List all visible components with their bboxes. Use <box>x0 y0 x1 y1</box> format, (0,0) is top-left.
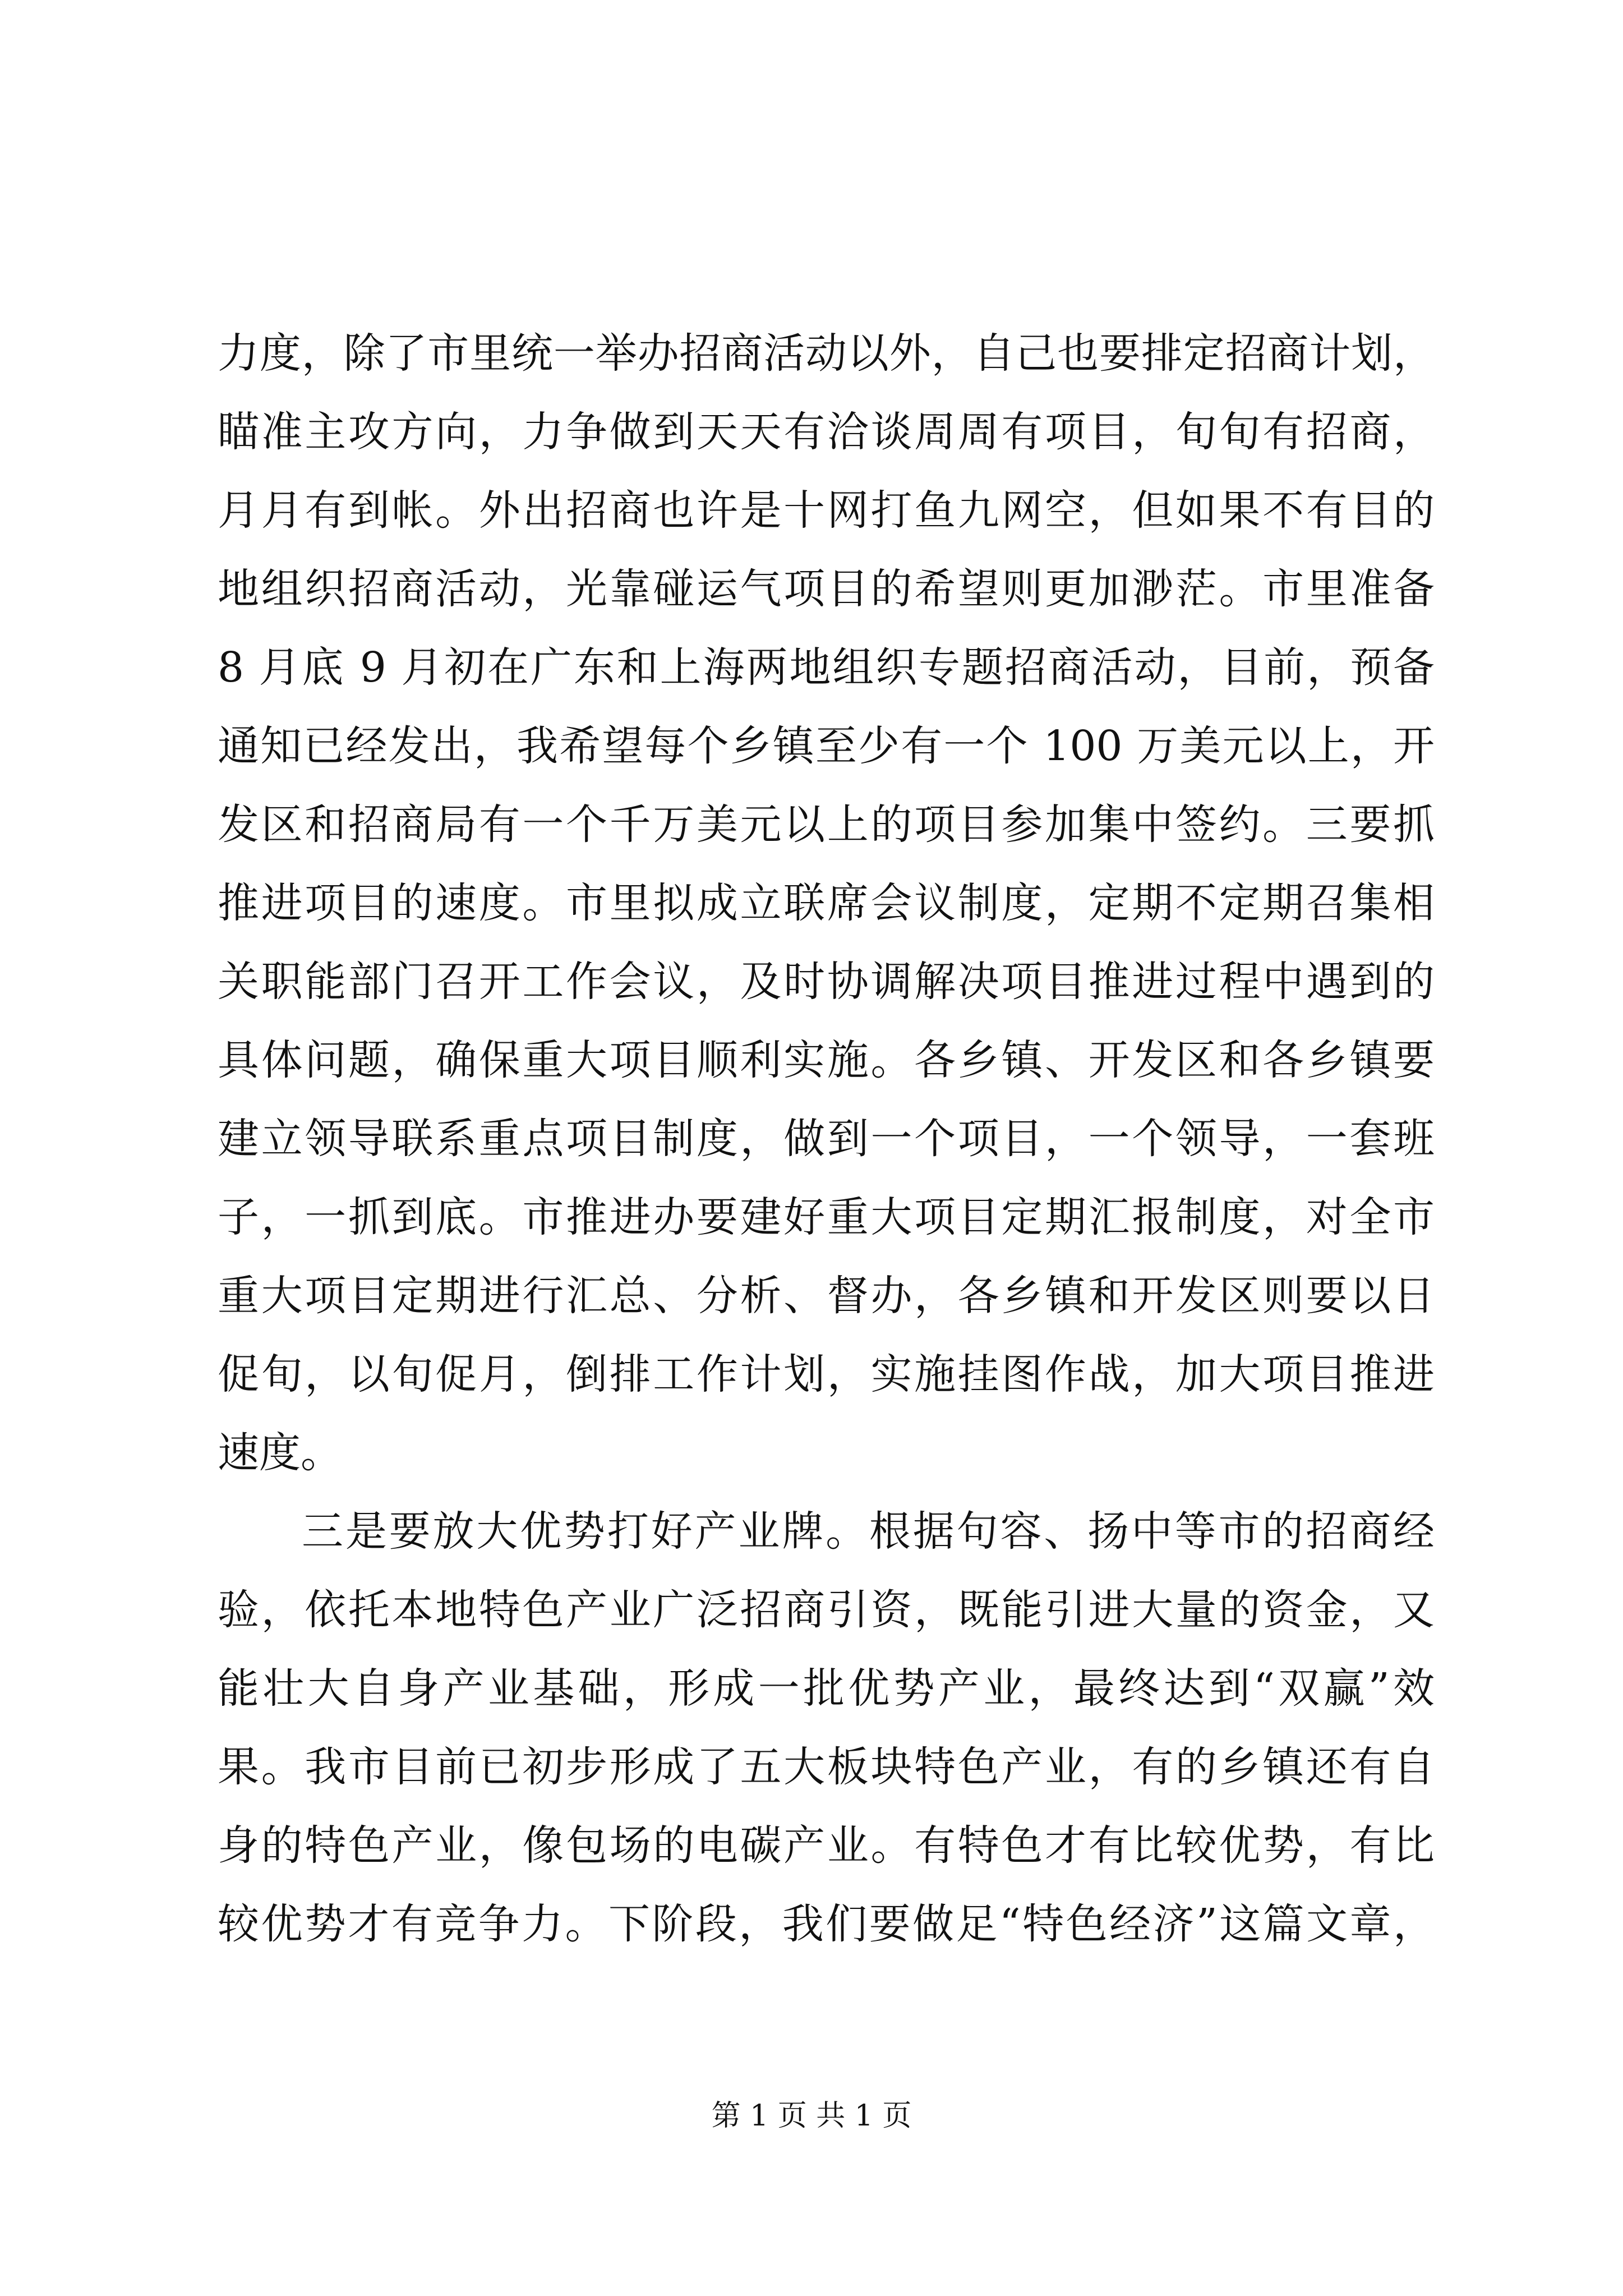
text-line: 8 月底 9 月初在广东和上海两地组织专题招商活动，目前，预备 <box>218 643 1435 692</box>
text-line: 通知已经发出，我希望每个乡镇至少有一个 100 万美元以上，开 <box>218 722 1435 770</box>
text-line: 地组织招商活动，光靠碰运气项目的希望则更加渺茫。市里准备 <box>218 565 1435 613</box>
text-line: 具体问题，确保重大项目顺利实施。各乡镇、开发区和各乡镇要 <box>218 1036 1435 1084</box>
text-line: 发区和招商局有一个千万美元以上的项目参加集中签约。三要抓 <box>218 800 1435 849</box>
text-line: 果。我市目前已初步形成了五大板块特色产业，有的乡镇还有自 <box>218 1743 1435 1791</box>
text-line: 身的特色产业，像包场的电碳产业。有特色才有比较优势，有比 <box>218 1821 1435 1870</box>
text-line: 瞄准主攻方向，力争做到天天有洽谈周周有项目，旬旬有招商， <box>218 408 1435 456</box>
text-line: 促旬，以旬促月，倒排工作计划，实施挂图作战，加大项目推进 <box>218 1350 1435 1398</box>
text-line: 力度，除了市里统一举办招商活动以外，自己也要排定招商计划， <box>218 329 1435 378</box>
text-line: 速度。 <box>218 1429 342 1477</box>
page-number-footer: 第 1 页 共 1 页 <box>711 2099 912 2133</box>
text-line: 建立领导联系重点项目制度，做到一个项目，一个领导，一套班 <box>218 1115 1435 1163</box>
text-line: 重大项目定期进行汇总、分析、督办，各乡镇和开发区则要以日 <box>218 1272 1435 1320</box>
text-line: 月月有到帐。外出招商也许是十网打鱼九网空，但如果不有目的 <box>218 486 1435 535</box>
text-line: 子，一抓到底。市推进办要建好重大项目定期汇报制度，对全市 <box>218 1193 1435 1241</box>
text-line: 验，依托本地特色产业广泛招商引资，既能引进大量的资金，又 <box>218 1586 1435 1634</box>
text-line: 能壮大自身产业基础，形成一批优势产业，最终达到“双赢”效 <box>218 1664 1435 1713</box>
text-line: 关职能部门召开工作会议，及时协调解决项目推进过程中遇到的 <box>218 958 1435 1006</box>
text-line: 较优势才有竞争力。下阶段，我们要做足“特色经济”这篇文章， <box>218 1900 1435 1948</box>
text-line: 推进项目的速度。市里拟成立联席会议制度，定期不定期召集相 <box>218 879 1435 927</box>
text-line: 三是要放大优势打好产业牌。根据句容、扬中等市的招商经 <box>302 1507 1435 1556</box>
